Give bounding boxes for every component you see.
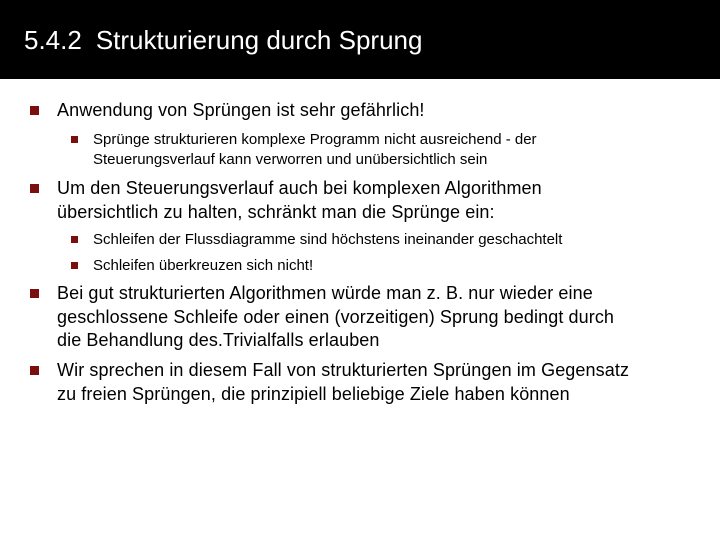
bullet-line: Bei gut strukturierten Algorithmen würde man z. B. nur wieder eine: [57, 283, 593, 303]
bullet-line: übersichtlich zu halten, schränkt man die Sprünge ein:: [57, 201, 495, 222]
square-bullet-icon: [71, 236, 78, 243]
sub-bullet-line: Schleifen überkreuzen sich nicht!: [93, 257, 314, 274]
square-bullet-icon: [30, 289, 39, 298]
square-bullet-icon: [71, 262, 78, 269]
title-label: Strukturierung durch Sprung: [95, 25, 423, 55]
sub-bullet-line: Schleifen der Flussdiagramme sind höchstens ineinander geschachtelt: [93, 231, 563, 248]
sub-bullet-line: Steuerungsverlauf kann verworren und unübersichtlich sein: [93, 151, 488, 168]
bullet-line: Um den Steuerungsverlauf auch bei komplexen Algorithmen: [57, 178, 542, 198]
square-bullet-icon: [30, 106, 39, 115]
bullet-item-2: [57, 177, 542, 224]
slide-title: [24, 24, 422, 56]
bullet-line: die Behandlung des.Trivialfalls erlauben: [57, 330, 380, 350]
bullet-line: Anwendung von Sprüngen ist sehr gefährlich!: [57, 100, 425, 120]
sub-bullet-line: Sprünge strukturieren komplexe Programm nicht ausreichend - der: [93, 131, 537, 148]
bullet-item-3: [57, 282, 614, 353]
bullet-line: zu freien Sprüngen, die prinzipiell beliebige Ziele haben können: [57, 383, 570, 404]
sub-bullet-item-2-2: [93, 256, 313, 276]
bullet-line: Wir sprechen in diesem Fall von strukturierten Sprüngen im Gegensatz: [57, 360, 630, 380]
square-bullet-icon: [30, 366, 39, 375]
square-bullet-icon: [71, 136, 78, 143]
section-number: 5.4.2: [24, 25, 82, 55]
bullet-item-4: [57, 359, 629, 406]
sub-bullet-item-2-1: [93, 230, 562, 250]
bullet-line: geschlossene Schleife oder einen (vorzeitigen) Sprung bedingt durch: [57, 306, 615, 327]
bullet-item-1: [57, 99, 425, 123]
sub-bullet-item-1-1: [93, 130, 537, 170]
square-bullet-icon: [30, 184, 39, 193]
title-bar: [0, 0, 720, 79]
